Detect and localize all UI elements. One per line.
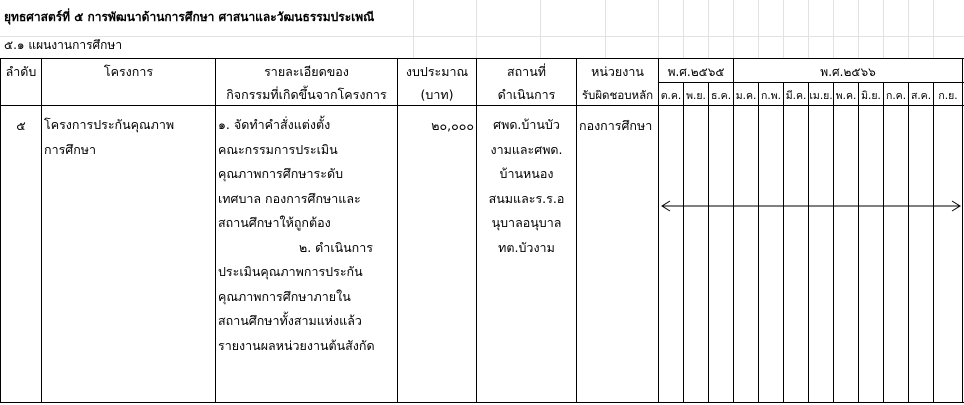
header-agency-line1: หน่วยงาน xyxy=(591,64,644,79)
header-project: โครงการ xyxy=(103,64,154,79)
activity-line: เทศบาล กองการศึกษาและ xyxy=(218,190,361,206)
location-line: บ้านหนอง xyxy=(499,166,554,181)
activity-line: สถานศึกษาให้ถูกต้อง xyxy=(218,215,331,230)
month-header: ก.ค. xyxy=(885,90,907,102)
header-year-2566: พ.ศ.๒๕๖๖ xyxy=(820,65,876,79)
header-order: ลำดับ xyxy=(5,64,37,79)
activity-line: ประเมินคุณภาพการประกัน xyxy=(218,264,363,279)
activity-details-cell xyxy=(218,113,395,358)
strategy-title: ยุทธศาสตร์ที่ ๕ การพัฒนาด้านการศึกษา ศาสนาและวัฒนธรรมประเพณี xyxy=(4,10,375,24)
activity-line: คุณภาพการศึกษาภายใน xyxy=(218,288,351,304)
location-line: ทต.บัวงาม xyxy=(498,239,555,255)
location-cell xyxy=(477,113,576,260)
location-line: สนมและร.ร.อ xyxy=(488,190,565,206)
header-details-line1: รายละเอียดของ xyxy=(264,64,349,79)
budget-amount: ๒๐,๐๐๐ xyxy=(431,118,474,133)
month-header: เม.ย. xyxy=(809,90,833,102)
month-header: มี.ค. xyxy=(785,90,807,102)
header-details-line2: กิจกรรมที่เกิดขึ้นจากโครงการ xyxy=(226,87,387,102)
header-year-2565: พ.ศ.๒๕๖๕ xyxy=(667,65,725,79)
location-line: นุบาลอนุบาล xyxy=(491,215,562,230)
location-line: ศพด.บ้านบัว xyxy=(493,117,560,132)
activity-line: คณะกรรมการประเมิน xyxy=(218,141,338,157)
month-header: มิ.ย. xyxy=(861,90,881,102)
project-name-cell xyxy=(44,113,174,162)
plan-subtitle: ๕.๑ แผนงานการศึกษา xyxy=(4,38,123,52)
header-budget-line2: (บาท) xyxy=(420,87,454,102)
project-name-line: การศึกษา xyxy=(44,141,97,157)
month-header: ส.ค. xyxy=(910,90,932,102)
month-header: ต.ค. xyxy=(660,90,682,102)
month-header: พ.ค. xyxy=(835,90,857,102)
month-header: ธ.ค. xyxy=(710,90,732,102)
location-line: งามและศพด. xyxy=(490,141,563,157)
header-location-line1: สถานที่ xyxy=(506,64,546,79)
month-header: พ.ย. xyxy=(686,90,706,102)
project-name-line: โครงการประกันคุณภาพ xyxy=(44,117,175,132)
header-location-line2: ดำเนินการ xyxy=(497,87,556,102)
row-order-number: ๕ xyxy=(16,118,26,133)
header-budget-line1: งบประมาณ xyxy=(405,64,469,79)
activity-line: สถานศึกษาทั้งสามแห่งแล้ว xyxy=(218,313,362,328)
activity-line: ๑. จัดทำคำสั่งแต่งตั้ง xyxy=(218,117,331,132)
responsible-agency: กองการศึกษา xyxy=(579,118,653,133)
activity-line: รายงานผลหน่วยงานต้นสังกัด xyxy=(218,337,375,353)
month-header: ก.ย. xyxy=(938,90,958,102)
header-agency-line2: รับผิดชอบหลัก xyxy=(581,88,654,102)
month-header: ม.ค. xyxy=(735,90,757,102)
month-header: ก.พ. xyxy=(761,90,781,102)
timeline-double-arrow xyxy=(660,199,962,213)
activity-line: คุณภาพการศึกษาระดับ xyxy=(218,166,343,181)
activity-line: ๒. ดำเนินการ xyxy=(299,239,373,255)
